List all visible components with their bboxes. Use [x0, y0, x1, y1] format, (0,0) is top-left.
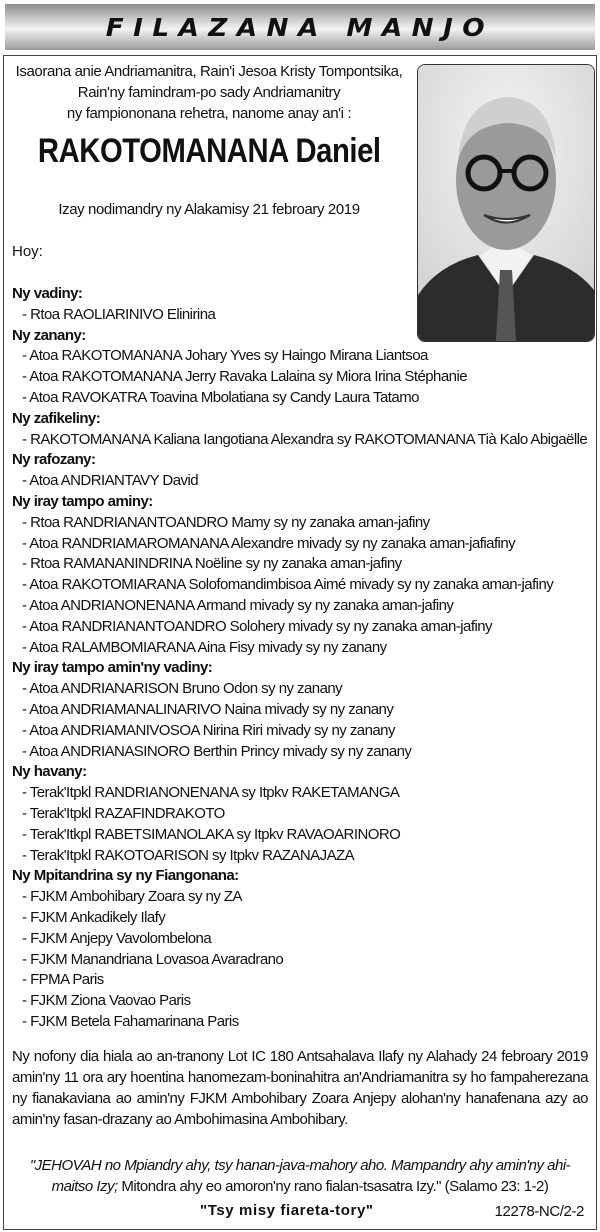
list-item: - Terak'Itpkl RANDRIANONENANA sy Itpkv RAKETAMANGA — [22, 784, 400, 802]
list-item: - Atoa ANDRIAMANALINARIVO Naina mivady sy ny zanany — [22, 700, 394, 718]
list-item: - Atoa ANDRIAMANIVOSOA Nirina Riri mivady sy ny zanany — [22, 721, 395, 739]
list-item: - Atoa RANDRIAMAROMANANA Alexandre mivady sy ny zanaka aman-jafiafiny — [22, 534, 516, 552]
motto: "Tsy misy fiareta-tory" — [200, 1202, 374, 1219]
section-title: Ny havany: — [12, 763, 87, 781]
intro-line: Rain'ny famindram-po sady Andriamanitry — [77, 84, 341, 101]
intro-line: ny fampiononana rehetra, nanome anay an'i : — [66, 105, 352, 122]
reference-code: 12278-NC/2-2 — [494, 1203, 584, 1220]
intro-text — [8, 61, 410, 124]
list-item: - RAKOTOMANANA Kaliana Iangotiana Alexandra sy RAKOTOMANANA Tià Kalo Abigaëlle — [22, 430, 588, 448]
family-list — [12, 284, 592, 1033]
bible-quote — [12, 1155, 588, 1197]
list-item: - FJKM Ambohibary Zoara sy ny ZA — [22, 888, 242, 906]
list-item: - FJKM Manandriana Lovasoa Avaradrano — [22, 950, 284, 968]
quote-italic: "JEHOVAH no Mpiandry ahy, tsy hanan-java-mahory aho. Mampandry ahy amin'ny ahi-maitso Izy; — [29, 1157, 571, 1195]
deceased-name — [8, 132, 410, 171]
banner-title: FILAZANA MANJO — [105, 12, 495, 42]
list-item: - Rtoa RANDRIANANTOANDRO Mamy sy ny zanaka aman-jafiny — [22, 513, 430, 531]
list-item: - FJKM Ziona Vaovao Paris — [22, 992, 191, 1010]
section-title: Ny vadiny: — [12, 285, 83, 302]
section-title: Ny Mpitandrina sy ny Fiangonana: — [12, 867, 239, 885]
deceased-name-text: RAKOTOMANANA Daniel — [37, 132, 381, 170]
section-title: Ny zanany: — [12, 326, 86, 344]
quote-normal: Mitondra ahy eo amoron'ny rano fialan-tsasatra Izy." (Salamo 23: 1-2) — [117, 1178, 549, 1195]
death-date: Izay nodimandry ny Alakamisy 21 febroary 2019 — [58, 201, 360, 218]
list-item: - Atoa ANDRIANASINORO Berthin Princy mivady sy ny zanany — [22, 742, 412, 760]
list-item: - Atoa RAKOTOMIARANA Solofomandimbisoa Aimé mivady sy ny zanaka aman-jafiny — [22, 576, 554, 594]
list-item: - Atoa RAKOTOMANANA Jerry Ravaka Lalaina sy Miora Irina Stéphanie — [22, 368, 468, 386]
list-item: - FJKM Betela Fahamarinana Paris — [22, 1012, 239, 1030]
list-item: - Atoa RAVOKATRA Toavina Mbolatiana sy Candy Laura Tatamo — [22, 388, 419, 406]
list-item: - Terak'Itpkl RAZAFINDRAKOTO — [22, 804, 225, 822]
list-item: - FPMA Paris — [22, 971, 104, 989]
list-item: - Atoa RALAMBOMIARANA Aina Fisy mivady sy ny zanany — [22, 638, 387, 656]
list-item: - Atoa ANDRIANARISON Bruno Odon sy ny zanany — [22, 680, 343, 698]
list-item: - Terak'Itpkl RAKOTOARISON sy Itpkv RAZANAJAZA — [22, 846, 355, 864]
section-title: Ny zafikeliny: — [12, 409, 101, 427]
list-item: - Rtoa RAMANANINDRINA Noëline sy ny zanaka aman-jafiny — [22, 555, 402, 573]
list-item: - FJKM Anjepy Vavolombelona — [22, 929, 212, 947]
list-item: - Terak'Itkpl RABETSIMANOLAKA sy Itpkv RAVAOARINORO — [22, 825, 401, 843]
header-banner — [5, 4, 595, 50]
section-title: Ny rafozany: — [12, 451, 96, 469]
section-title: Ny iray tampo aminy: — [12, 492, 153, 510]
hoy-label: Hoy: — [12, 243, 43, 260]
section-title: Ny iray tampo amin'ny vadiny: — [12, 659, 213, 677]
list-item: - Atoa RAKOTOMANANA Johary Yves sy Haingo Mirana Liantsoa — [22, 347, 428, 365]
list-item: - Atoa ANDRIANONENANA Armand mivady sy ny zanaka aman-jafiny — [22, 596, 454, 614]
list-item: - FJKM Ankadikely Ilafy — [22, 908, 166, 926]
funeral-paragraph: Ny nofony dia hiala ao an-tranony Lot IC 180 Antsahalava Ilafy ny Alahady 24 febroary 2019 amin'ny 11 ora ary hoentina hanomezam-boninahitra an'Andriamanitra sy ho fampaherezana ny fianakaviana ao amin'ny FJKM Ambohibary Zoara Anjepy alohan'ny hanafenana azy ao amin'ny fasan-drazany ao Ambohimasina Ambohibary. — [12, 1048, 588, 1128]
list-item: - Rtoa RAOLIARINIVO Elinirina — [22, 305, 216, 323]
list-item: - Atoa RANDRIANANTOANDRO Solohery mivady sy ny zanaka aman-jafiny — [22, 617, 492, 635]
intro-line: Isaorana anie Andriamanitra, Rain'i Jesoa Kristy Tompontsika, — [15, 63, 403, 80]
list-item: - Atoa ANDRIANTAVY David — [22, 472, 199, 490]
